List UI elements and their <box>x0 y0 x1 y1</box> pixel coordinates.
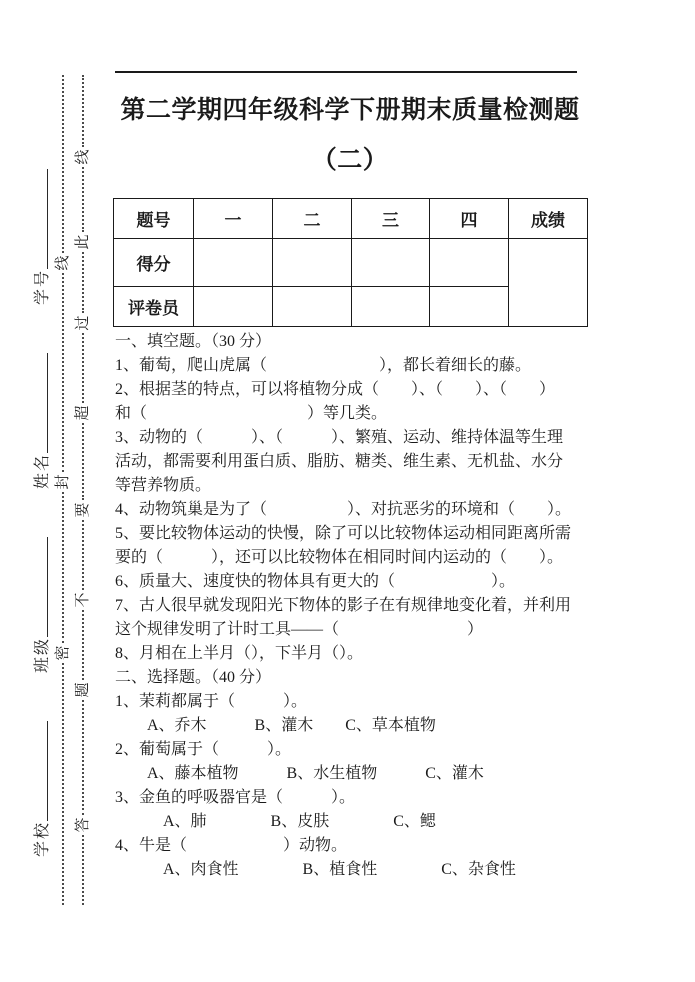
class-field-underline <box>47 537 48 637</box>
dotted-leader <box>62 75 64 253</box>
dotted-leader <box>82 520 84 590</box>
fill-q3: 3、动物的（ ）、（ ）、繁殖、运动、维持体温等生理 <box>115 429 564 446</box>
dotted-leader <box>82 75 84 147</box>
empty-total-score-cell <box>509 239 588 327</box>
notice-char: 线 <box>75 149 91 165</box>
dotted-leader <box>82 167 84 232</box>
choice-q3-options: A、肺 B、皮肤 C、鳃 <box>115 813 436 830</box>
fill-q1: 1、葡萄，爬山虎属（ ），都长着细长的藤。 <box>115 357 532 374</box>
school-field-underline <box>47 721 48 821</box>
col-header-question-no: 题号 <box>114 199 194 239</box>
section2-heading: 二、选择题。（40 分） <box>115 669 272 686</box>
page-title-line2: （二） <box>311 147 389 174</box>
fill-q4: 4、动物筑巢是为了（ ）、对抗恶劣的环境和（ ）。 <box>115 501 572 518</box>
notice-char: 过 <box>75 315 91 331</box>
dotted-leader <box>62 273 64 472</box>
col-header-four: 四 <box>430 199 509 239</box>
studentno-field-underline <box>47 169 48 269</box>
margin-field-studentno-label: 学号 <box>33 268 51 305</box>
score-row <box>114 239 588 287</box>
empty-grader-cell <box>194 287 273 327</box>
choice-q2-options: A、藤本植物 B、水生植物 C、灌木 <box>115 765 484 782</box>
notice-char: 此 <box>75 234 91 250</box>
empty-score-cell <box>352 239 430 287</box>
fill-q7-cont: 这个规律发明了计时工具——（ ） <box>115 621 484 638</box>
dotted-leader <box>82 610 84 680</box>
choice-q1: 1、茉莉都属于（ ）。 <box>115 693 308 710</box>
dotted-leader <box>62 492 64 643</box>
fill-q2: 2、根据茎的特点，可以将植物分成（ ）、（ ）、（ ） <box>115 381 556 398</box>
question-body <box>115 330 593 882</box>
row-label-score: 得分 <box>114 239 194 287</box>
choice-q4-options: A、肉食性 B、植食性 C、杂食性 <box>115 861 516 878</box>
empty-score-cell <box>430 239 509 287</box>
margin-field-name-label: 姓名 <box>33 452 51 489</box>
empty-score-cell <box>273 239 352 287</box>
notice-char: 答 <box>75 817 91 833</box>
margin-field-school-label: 学校 <box>33 820 51 857</box>
margin-field-class-label: 班级 <box>33 636 51 673</box>
empty-score-cell <box>194 239 273 287</box>
notice-char: 超 <box>75 405 91 421</box>
seal-char: 密 <box>55 645 71 661</box>
seal-char: 封 <box>55 474 71 490</box>
fill-q5: 5、要比较物体运动的快慢，除了可以比较物体运动相同距离所需 <box>115 525 572 542</box>
notice-char: 不 <box>75 592 91 608</box>
row-label-grader: 评卷员 <box>114 287 194 327</box>
choice-q4: 4、牛是（ ）动物。 <box>115 837 348 854</box>
seal-char: 线 <box>55 255 71 271</box>
fill-q3-cont: 活动，都需要利用蛋白质、脂肪、糖类、维生素、无机盐、水分 <box>115 453 564 470</box>
page-title-line1: 第二学期四年级科学下册期末质量检测题 <box>120 97 580 124</box>
fill-q8: 8、月相在上半月（），下半月（）。 <box>115 645 364 662</box>
dotted-leader <box>82 252 84 313</box>
fill-q6: 6、质量大、速度快的物体具有更大的（ ）。 <box>115 573 516 590</box>
fill-q3-cont2: 等营养物质。 <box>115 477 212 494</box>
notice-char: 题 <box>75 682 91 698</box>
col-header-total-score: 成绩 <box>509 199 588 239</box>
section1-heading: 一、填空题。（30 分） <box>115 333 272 350</box>
dotted-leader <box>82 423 84 500</box>
col-header-two: 二 <box>273 199 352 239</box>
empty-grader-cell <box>352 287 430 327</box>
choice-q1-options: A、乔木 B、灌木 C、草本植物 <box>115 717 436 734</box>
dotted-leader <box>82 835 84 905</box>
choice-q3: 3、金鱼的呼吸器官是（ ）。 <box>115 789 356 806</box>
name-field-underline <box>47 353 48 453</box>
score-table-header-row <box>114 199 588 239</box>
answer-limit-dotted-line <box>71 75 95 905</box>
col-header-one: 一 <box>194 199 273 239</box>
dotted-leader <box>62 663 64 905</box>
empty-grader-cell <box>273 287 352 327</box>
header-rule <box>115 71 577 73</box>
empty-grader-cell <box>430 287 509 327</box>
margin-student-info-line <box>28 75 52 905</box>
score-table <box>113 198 588 327</box>
dotted-leader <box>82 333 84 403</box>
dotted-leader <box>82 700 84 815</box>
col-header-three: 三 <box>352 199 430 239</box>
choice-q2: 2、葡萄属于（ ）。 <box>115 741 292 758</box>
fill-q2-cont: 和（ ）等几类。 <box>115 405 388 422</box>
fill-q5-cont: 要的（ ），还可以比较物体在相同时间内运动的（ ）。 <box>115 549 564 566</box>
fill-q7: 7、古人很早就发现阳光下物体的影子在有规律地变化着，并利用 <box>115 597 572 614</box>
notice-char: 要 <box>75 502 91 518</box>
